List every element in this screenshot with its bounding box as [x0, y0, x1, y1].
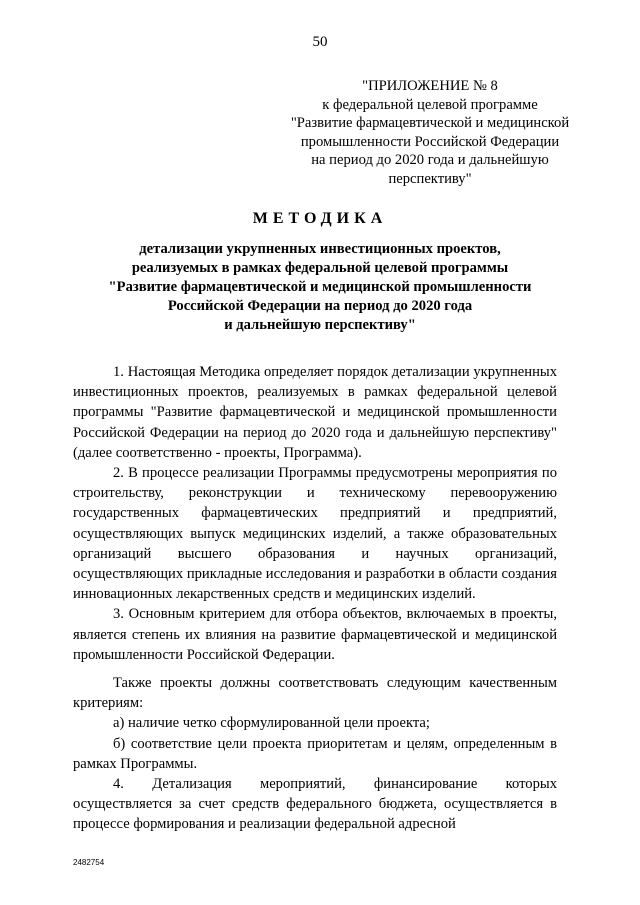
subtitle-line: и дальнейшую перспективу": [224, 317, 416, 333]
appendix-line: "Развитие фармацевтической и медицинской: [290, 115, 570, 131]
document-code: 2482754: [73, 858, 105, 867]
subtitle-line: реализуемых в рамках федеральной целевой программы: [131, 260, 509, 276]
subtitle-line: Российской Федерации на период до 2020 года: [167, 298, 473, 314]
paragraph-criterion-a: а) наличие четко сформулированной цели проекта;: [113, 715, 430, 732]
paragraph-1: 1. Настоящая Методика определяет порядок детализации укрупненных инвестиционных проектов, реализуемых в рамках федеральной целевой программы "Развитие фармацевтической и медицинской промышленности Российской Федерации на период до 2020 года и дальнейшую перспективу" (далее соответственно - проекты, Программа).: [73, 364, 557, 461]
paragraph-criterion-b: б) соответствие цели проекта приоритетам и целям, определенным в рамках Программы.: [73, 735, 557, 772]
appendix-line: промышленности Российской Федерации: [300, 133, 560, 150]
appendix-line: к федеральной целевой программе: [322, 96, 538, 113]
document-subtitle: [60, 240, 580, 335]
page-number: 50: [312, 34, 328, 50]
subtitle-line: детализации укрупненных инвестиционных проектов,: [139, 241, 501, 257]
paragraph-3: 3. Основным критерием для отбора объектов, включаемых в проекты, является степень их влияния на развитие фармацевтической и медицинской промышленности Российской Федерации.: [73, 606, 557, 663]
document-body: [73, 362, 557, 835]
appendix-line: на период до 2020 года и дальнейшую: [311, 152, 549, 168]
appendix-header: [260, 77, 600, 188]
paragraph-4: 4. Детализация мероприятий, финансирование которых осуществляется за счет средств федерального бюджета, осуществляется в процессе формирования и реализации федеральной адресной: [73, 776, 557, 833]
document-title: МЕТОДИКА: [252, 210, 388, 227]
appendix-line: "ПРИЛОЖЕНИЕ № 8: [362, 78, 498, 94]
paragraph-2: 2. В процессе реализации Программы предусмотрены мероприятия по строительству, реконструкции и техническому перевооружению государственных фармацевтических предприятий и предприятий, осуществляющих выпуск медицинских изделий, а также образовательных организаций высшего образования и научных организаций, осуществляющих прикладные исследования и разработки в области создания инновационных лекарственных средств и медицинских изделий.: [73, 465, 557, 603]
paragraph-criteria-intro: Также проекты должны соответствовать следующим качественным критериям:: [73, 675, 557, 712]
subtitle-line: "Развитие фармацевтической и медицинской промышленности: [108, 279, 532, 295]
appendix-line: перспективу": [388, 170, 472, 187]
